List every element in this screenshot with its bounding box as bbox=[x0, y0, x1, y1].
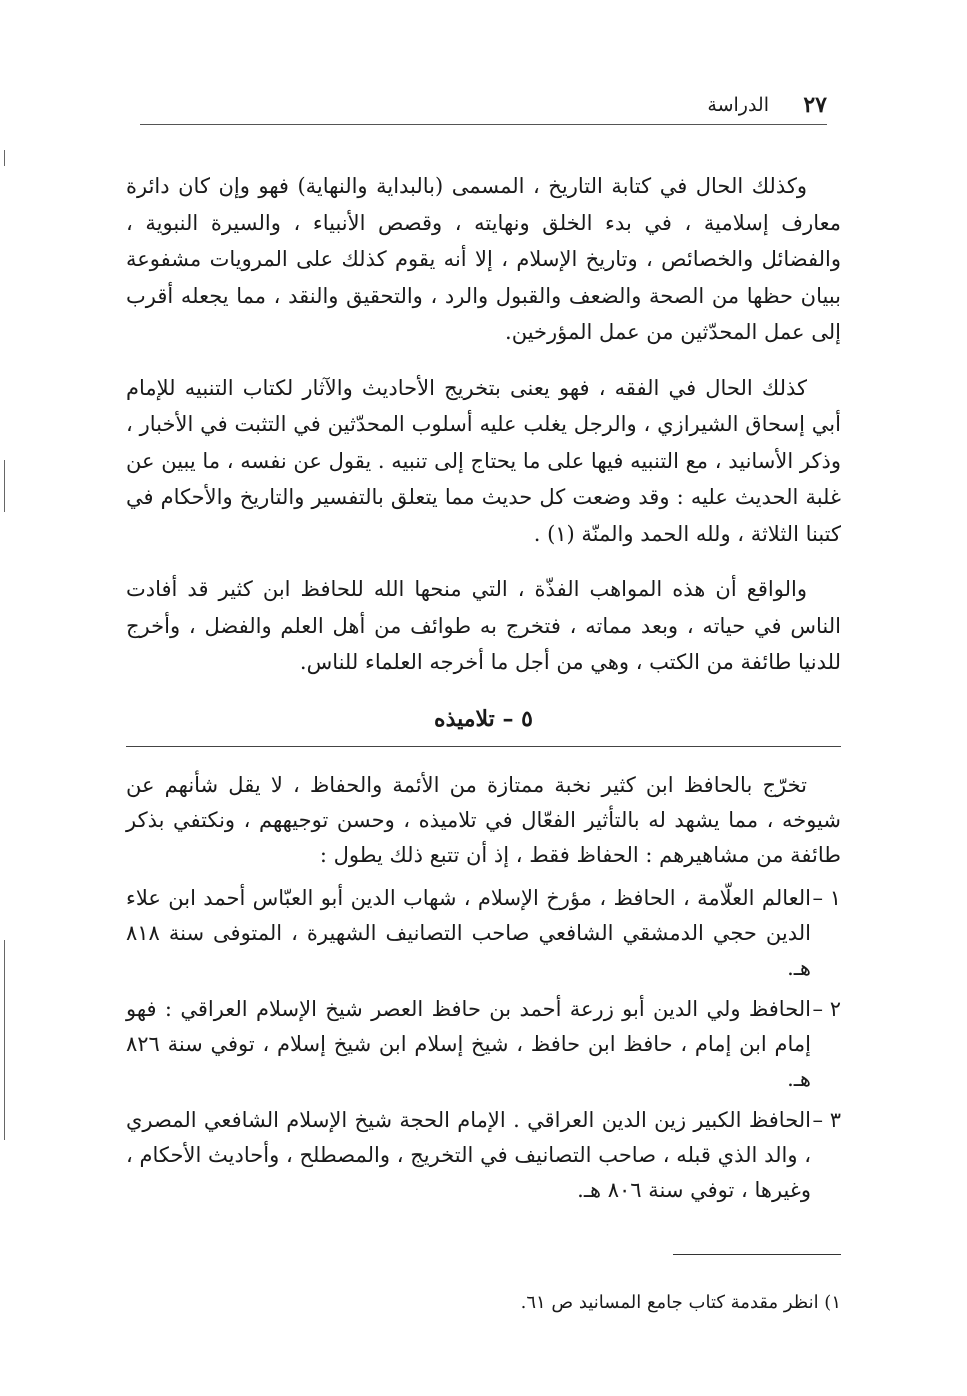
paragraph: وكذلك الحال في كتابة التاريخ ، المسمى (بالبداية والنهاية) فهو وإن كان دائرة معارف إسلامية ، في بدء الخلق ونهايته ، وقصص الأنبياء ، والسيرة النبوية ، والفضائل والخصائص ، وتاريخ الإسلام ، إلا أنه يقوم كذلك على المرويات مشفوعة ببيان حظها من الصحة والضعف والقبول والرد ، والتحقيق والنقد ، مما يجعله أقرب إلى عمل المحدّثين من عمل المؤرخين. bbox=[126, 174, 841, 344]
header-title: الدراسة bbox=[707, 94, 769, 116]
footnote-rule bbox=[673, 1254, 841, 1255]
item-text: الحافظ الكبير زين الدين العراقي . الإمام الحجة شيخ الإسلام الشافعي المصري ، والد الذي قبله ، صاحب التصانيف في التخريج ، والمصطلح ، وأحاديث الأحكام ، وغيرها ، توفي سنة ٨٠٦ هـ. bbox=[126, 1108, 811, 1202]
list-item bbox=[126, 992, 841, 1097]
header-rule bbox=[140, 124, 827, 125]
footnote: ١) انظر مقدمة كتاب جامع المسانيد ص ٦١. bbox=[520, 1292, 841, 1313]
item-number: ٢ – bbox=[812, 997, 841, 1021]
margin-mark bbox=[4, 940, 5, 1140]
margin-mark bbox=[4, 150, 5, 166]
item-text: الحافظ ولي الدين أبو زرعة أحمد بن حافظ العصر شيخ الإسلام العراقي : فهو إمام ابن إمام ، حافظ ابن حافظ ، شيخ إسلام ابن شيخ إسلام ، توفي سنة ٨٢٦ هـ. bbox=[126, 997, 811, 1091]
list-item bbox=[126, 881, 841, 986]
section-rule bbox=[126, 746, 841, 747]
students-section bbox=[126, 768, 841, 1214]
list-item bbox=[126, 1103, 841, 1208]
section-heading: ٥ – تلاميذه bbox=[434, 706, 533, 732]
item-number: ٣ – bbox=[812, 1108, 841, 1132]
body-text bbox=[126, 168, 841, 700]
margin-mark bbox=[4, 460, 5, 512]
section-intro: تخرّج بالحافظ ابن كثير نخبة ممتازة من الأئمة والحفاظ ، لا يقل شأنهم عن شيوخه ، مما يشهد له بالتأثير الفعّال في تلاميذه ، وحسن توجيههم ، ونكتفي بذكر طائفة من مشاهيرهم : الحفاظ فقط ، إذ أن تتبع ذلك يطول : bbox=[126, 773, 841, 867]
running-header bbox=[140, 92, 827, 120]
page-number: ٢٧ bbox=[803, 92, 827, 118]
student-list bbox=[126, 881, 841, 1208]
paragraph: والواقع أن هذه المواهب الفذّة ، التي منحها الله للحافظ ابن كثير قد أفادت الناس في حياته ، وبعد مماته ، فتخرج به طوائف من أهل العلم والفضل ، وأخرج للدنيا طائفة من الكتب ، وهي من أجل ما أخرجه العلماء للناس. bbox=[126, 577, 841, 674]
paragraph: كذلك الحال في الفقه ، فهو يعنى بتخريج الأحاديث والآثار لكتاب التنبيه للإمام أبي إسحاق الشيرازي ، والرجل يغلب عليه أسلوب المحدّثين في التثبت في الأخبار ، وذكر الأسانيد ، مع التنبيه فيها على ما يحتاج إلى تنبيه . يقول عن نفسه ، ما يبين عن غلبة الحديث عليه : وقد وضعت كل حديث مما يتعلق بالتفسير والتاريخ والأحكام في كتبنا الثلاثة ، ولله الحمد والمنّة (١) . bbox=[126, 375, 841, 546]
item-number: ١ – bbox=[812, 886, 841, 910]
item-text: العالم العلّامة ، الحافظ ، مؤرخ الإسلام ، شهاب الدين أبو العبّاس أحمد ابن علاء الدين حجي الدمشقي الشافعي صاحب التصانيف الشهيرة ، المتوفى سنة ٨١٨ هـ. bbox=[126, 886, 811, 980]
